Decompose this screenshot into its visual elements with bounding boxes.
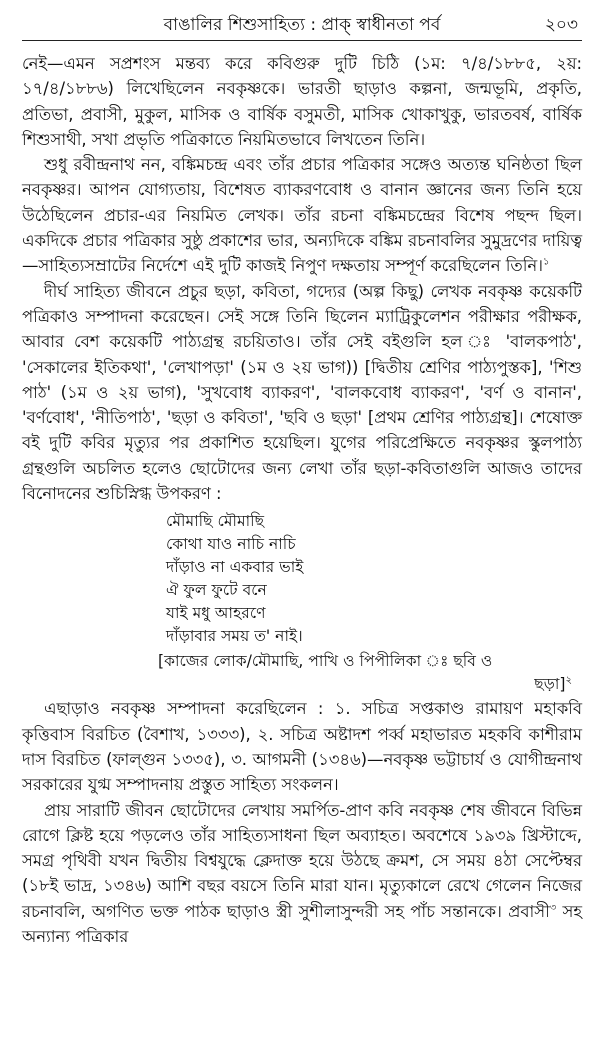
page-header	[22, 6, 582, 41]
paragraph-text-tail: সহ অন্যান্য পত্রিকার	[22, 901, 582, 947]
citation-text: ছড়া]	[534, 675, 566, 694]
poem-line: যাই মধু আহরণে	[166, 604, 266, 623]
poem-citation: [কাজের লোক/মৌমাছি, পাখি ও পিপীলিকা ঃ ছবি ও	[158, 652, 493, 671]
paragraph-text: শুধু রবীন্দ্রনাথ নন, বঙ্কিমচন্দ্র এবং তাঁর প্রচার পত্রিকার সঙ্গেও অত্যন্ত ঘনিষ্ঠতা ছিল নবকৃষ্ণর। আপন যোগ্যতায়, বিশেষত ব্যাকরণবোধ ও বানান জ্ঞানের জন্য তিনি হয়ে উঠেছিলেন প্রচার-এর নিয়মিত লেখক। তাঁর রচনা বঙ্কিমচন্দ্রের বিশেষ পছন্দ ছিল। একদিকে প্রচার পত্রিকার সুষ্ঠু প্রকাশের ভার, অন্যদিকে বঙ্কিম রচনাবলির সুমুদ্রণের দায়িত্ব—সাহিত্যসম্রাটের নির্দেশে এই দুটি কাজই নিপুণ দক্ষতায় সম্পূর্ণ করেছিলেন তিনি।	[22, 155, 582, 276]
poem-line: কোথা যাও নাচি নাচি	[166, 535, 296, 554]
running-title: বাঙালির শিশুসাহিত্য : প্রাক্‌ স্বাধীনতা পর্ব	[163, 15, 441, 35]
paragraph-text: প্রায় সারাটি জীবন ছোটোদের লেখায় সমর্পিত-প্রাণ কবি নবকৃষ্ণ শেষ জীবনে বিভিন্ন রোগে ক্লিষ্ট হয়ে পড়লেও তাঁর সাহিত্যসাধনা ছিল অব্যাহত। অবশেষে ১৯৩৯ খ্রিস্টাব্দে, সমগ্র পৃথিবী যখন দ্বিতীয় বিশ্বযুদ্ধে ক্লেদাক্ত হয়ে উঠছে ক্রমশ, সে সময় ৪ঠা সেপ্টেম্বর (১৮ই ভাদ্র, ১৩৪৬) আশি বছর বয়সে তিনি মারা যান। মৃত্যুকালে রেখে গেলেন নিজের রচনাবলি, অগণিত ভক্ত পাঠক ছাড়াও স্ত্রী সুশীলাসুন্দরী সহ পাঁচ সন্তানকে। প্রবাসী	[22, 800, 582, 921]
paragraph-1	[22, 51, 582, 152]
poem-line: মৌমাছি মৌমাছি	[166, 512, 265, 531]
paragraph-4	[22, 696, 582, 797]
footnote-marker: ৩	[549, 902, 557, 914]
poem-line: ঐ ফুল ফুটে বনে	[166, 581, 267, 600]
paragraph-5	[22, 798, 582, 950]
page-body	[22, 51, 582, 949]
poem-line: দাঁড়াও না একবার ভাই	[166, 558, 304, 577]
footnote-marker: ২	[565, 675, 572, 687]
paragraph-text: এছাড়াও নবকৃষ্ণ সম্পাদনা করেছিলেন : ১. সচিত্র সপ্তকাণ্ড রামায়ণ মহাকবি কৃত্তিবাস বিরচিত (বৈশাখ, ১৩৩৩), ২. সচিত্র অষ্টাদশ পর্ব্ব মহাভারত মহকবি কাশীরাম দাস বিরচিত (ফাল্গুন ১৩৩৫), ৩. আগমনী (১৩৪৬)—নবকৃষ্ণ ভট্টাচার্য ও যোগীন্দ্রনাথ সরকারের যুগ্ম সম্পাদনায় প্রস্তুত সাহিত্য সংকলন।	[22, 699, 582, 795]
footnote-marker: ১	[543, 256, 550, 268]
poem-citation-end	[22, 673, 582, 696]
poem-line: দাঁড়াবার সময় ত' নাই।	[166, 627, 303, 646]
paragraph-2	[22, 152, 582, 278]
page-number: ২০৩	[544, 15, 578, 35]
paragraph-text: নেই—এমন সপ্রশংস মন্তব্য করে কবিগুরু দুটি চিঠি (১ম: ৭/৪/১৮৮৫, ২য়: ১৭/৪/১৮৮৬) লিখেছিলেন নবকৃষ্ণকে। ভারতী ছাড়াও কল্পনা, জন্মভূমি, প্রকৃতি, প্রতিভা, প্রবাসী, মুকুল, মাসিক ও বার্ষিক বসুমতী, মাসিক খোকাখুকু, ভারতবর্ষ, বার্ষিক শিশুসাথী, সখা প্রভৃতি পত্রিকাতে নিয়মিতভাবে লিখতেন তিনি।	[22, 54, 582, 149]
poem-block	[166, 510, 582, 648]
paragraph-3	[22, 279, 582, 507]
paragraph-text: দীর্ঘ সাহিত্য জীবনে প্রচুর ছড়া, কবিতা, গদ্যের (অল্প কিছু) লেখক নবকৃষ্ণ কয়েকটি পত্রিকাও সম্পাদনা করেছেন। সেই সঙ্গে তিনি ছিলেন ম্যাট্রিকুলেশন পরীক্ষার পরীক্ষক, আবার বেশ কয়েকটি পাঠ্যগ্রন্থ রচয়িতাও। তাঁর সেই বইগুলি হল ঃ 'বালকপাঠ', 'সেকালের ইতিকথা', 'লেখাপড়া' (১ম ও ২য় ভাগ)) [দ্বিতীয় শ্রেণির পাঠ্যপুস্তক], 'শিশু পাঠ' (১ম ও ২য় ভাগ), 'সুখবোধ ব্যাকরণ', 'বালকবোধ ব্যাকরণ', 'বর্ণ ও বানান', 'বর্ণবোধ', 'নীতিপাঠ', 'ছড়া ও কবিতা', 'ছবি ও ছড়া' [প্রথম শ্রেণির পাঠ্যগ্রন্থ]। শেষোক্ত বই দুটি কবির মৃত্যুর পর প্রকাশিত হয়েছিল। যুগের পরিপ্রেক্ষিতে নবকৃষ্ণর স্কুলপাঠ্য গ্রন্থগুলি অচলিত হলেও ছোটোদের জন্য লেখা তাঁর ছড়া-কবিতাগুলি আজও তাদের বিনোদনের শুচিস্নিগ্ধ উপকরণ :	[22, 281, 582, 504]
